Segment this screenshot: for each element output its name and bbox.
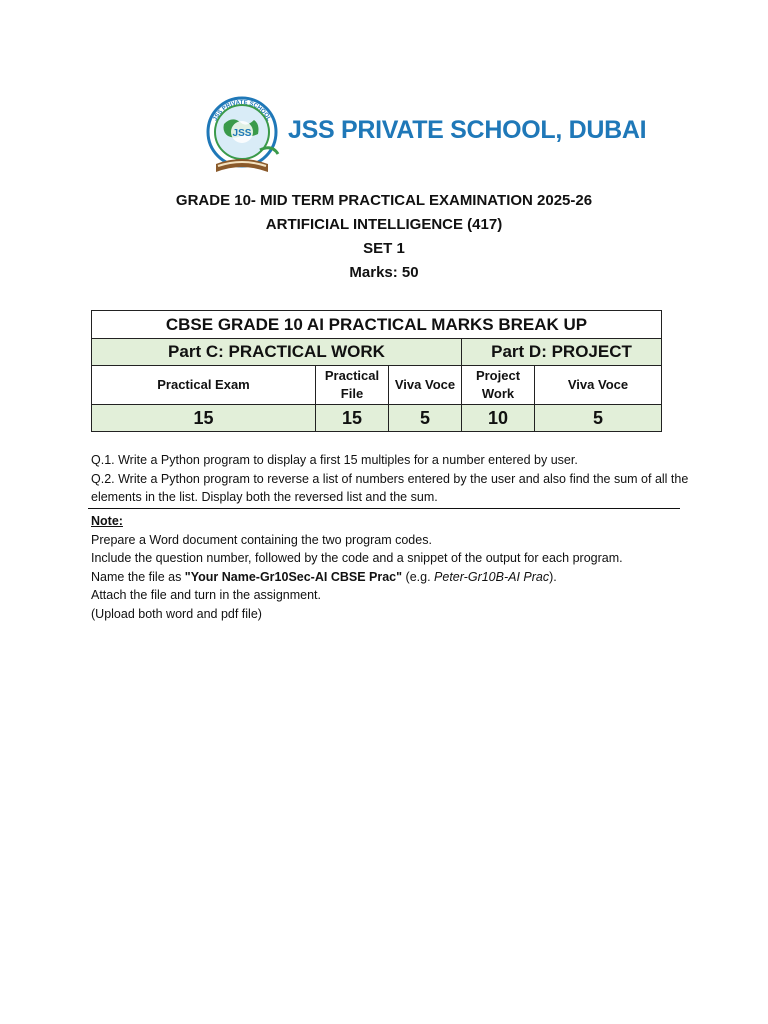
part-d-header: Part D: PROJECT (462, 339, 662, 366)
part-c-header: Part C: PRACTICAL WORK (92, 339, 462, 366)
file-name-format: "Your Name-Gr10Sec-AI CBSE Prac" (184, 569, 403, 584)
table-part-row (92, 339, 662, 366)
marks-label: Marks: 50 (349, 264, 419, 281)
file-name-example: Peter-Gr10B-AI Prac (434, 569, 550, 584)
note-line-3 (91, 568, 691, 587)
marks-breakup-table (91, 310, 662, 432)
note-label: Note: (91, 514, 123, 528)
note-line-5: (Upload both word and pdf file) (91, 606, 262, 621)
school-header (200, 92, 647, 184)
col-header-viva-voce-d: Viva Voce (535, 366, 662, 405)
section-divider (88, 508, 680, 509)
col-header-project-work: Project Work (462, 366, 535, 405)
school-logo-emblem (202, 94, 286, 180)
value-practical-exam: 15 (92, 405, 316, 432)
set-label: SET 1 (363, 240, 405, 257)
table-title: CBSE GRADE 10 AI PRACTICAL MARKS BREAK UP (92, 311, 662, 339)
subject-title: ARTIFICIAL INTELLIGENCE (417) (265, 216, 503, 233)
question-1: Q.1. Write a Python program to display a first 15 multiples for a number entered by user. (91, 453, 578, 467)
note-line-3-eg: (e.g. (402, 569, 435, 584)
logo-ring-text: JSS PRIVATE SCHOOL (212, 99, 272, 123)
exam-title: GRADE 10- MID TERM PRACTICAL EXAMINATION 2025-26 (175, 192, 593, 209)
note-block (91, 512, 691, 623)
school-name: JSS PRIVATE SCHOOL, DUBAI (288, 116, 647, 144)
col-header-practical-file: Practical File (316, 366, 389, 405)
question-2: Q.2. Write a Python program to reverse a list of numbers entered by the user and also find the sum of all the elements in the list. Display both the reversed list and the sum. (91, 471, 689, 504)
value-practical-file: 15 (316, 405, 389, 432)
note-line-3-suffix: ). (549, 569, 557, 584)
note-line-4: Attach the file and turn in the assignment. (91, 588, 321, 602)
note-line-1: Prepare a Word document containing the two program codes. (91, 532, 432, 547)
col-header-practical-exam: Practical Exam (92, 366, 316, 405)
table-title-row (92, 311, 662, 339)
value-project-work: 10 (462, 405, 535, 432)
table-values-row (92, 405, 662, 432)
note-line-2: Include the question number, followed by the code and a snippet of the output for each program. (91, 551, 623, 565)
logo-initials: JSS (232, 128, 252, 139)
col-header-viva-voce-c: Viva Voce (389, 366, 462, 405)
questions-block (91, 451, 691, 507)
value-viva-voce-c: 5 (389, 405, 462, 432)
table-header-row (92, 366, 662, 405)
note-line-3-prefix: Name the file as (91, 569, 185, 584)
value-viva-voce-d: 5 (535, 405, 662, 432)
